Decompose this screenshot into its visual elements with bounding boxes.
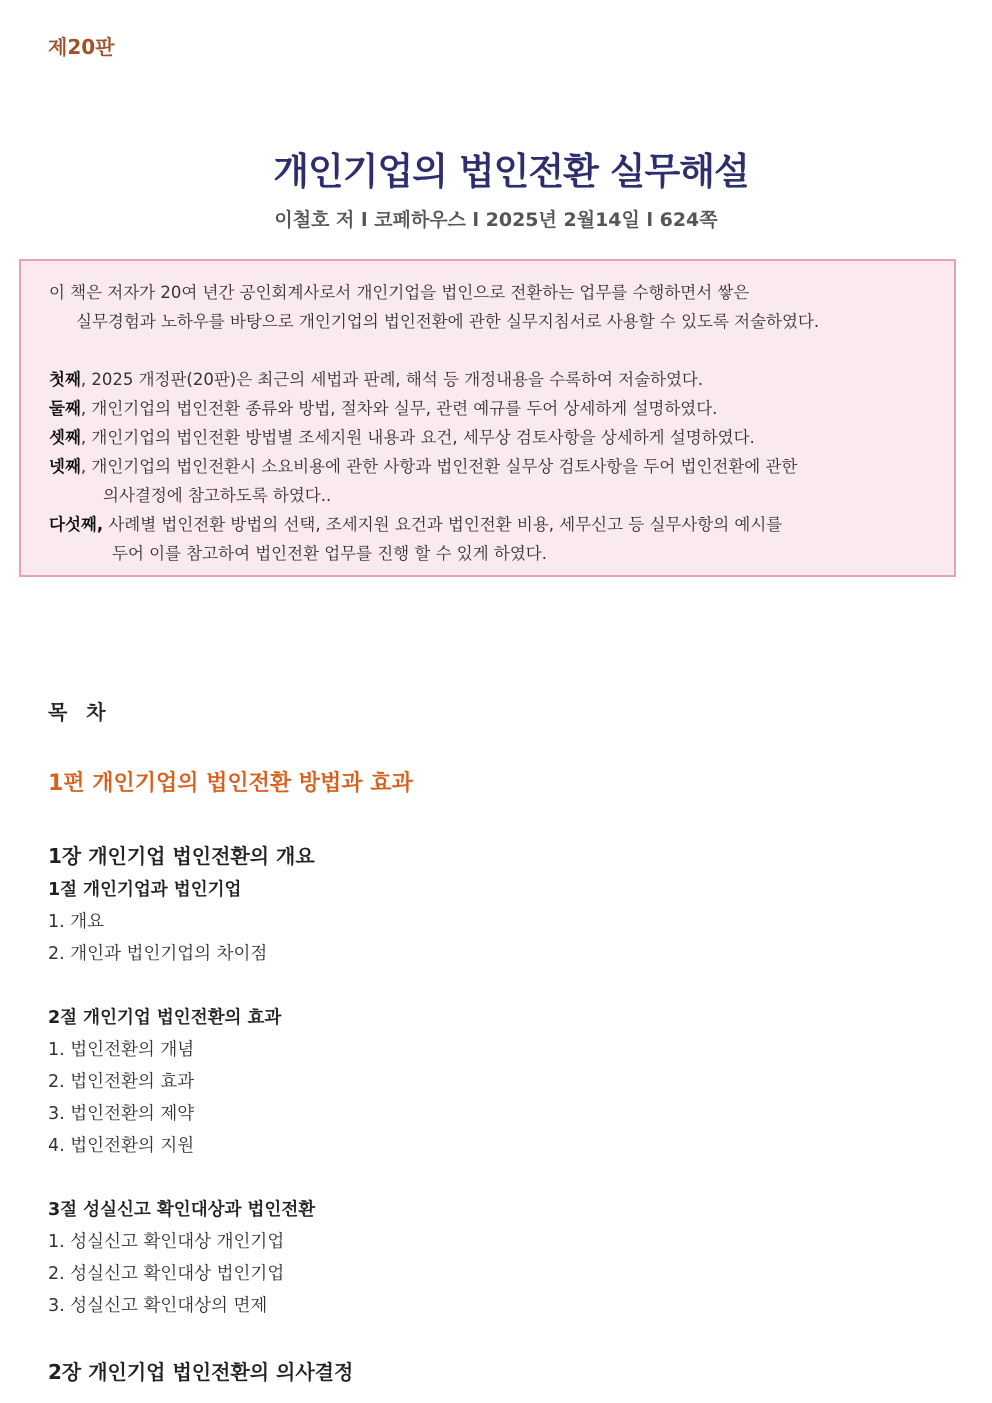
point-5: 다섯째, 사례별 법인전환 방법의 선택, 조세지원 요건과 법인전환 비용, 세무신고 등 실무사항의 예시를 [49,515,783,534]
intro-line: 실무경험과 노하우를 바탕으로 개인기업의 법인전환에 관한 실무지침서로 사용할 수 있도록 저술하였다. [76,312,820,331]
point-label: 셋째 [49,428,81,447]
toc-item: 2. 성실신고 확인대상 법인기업 [48,1264,285,1284]
toc-item: 3. 법인전환의 제약 [48,1104,195,1124]
point-4: 넷째, 개인기업의 법인전환시 소요비용에 관한 사항과 법인전환 실무상 검토사항을 두어 법인전환에 관한 [49,457,798,476]
book-title: 개인기업의 법인전환 실무해설 [273,150,749,193]
toc-item: 2. 개인과 법인기업의 차이점 [48,944,268,964]
toc-section: 1절 개인기업과 법인기업 [48,880,242,900]
point-2: 둘째, 개인기업의 법인전환 종류와 방법, 절차와 실무, 관련 예규를 두어 상세하게 설명하였다. [49,399,718,418]
toc-title: 목 차 [48,700,112,724]
point-5-cont: 두어 이를 참고하여 법인전환 업무를 진행 할 수 있게 하였다. [112,544,547,563]
toc-item: 1. 개요 [48,912,105,932]
intro-line: 이 책은 저자가 20여 년간 공인회계사로서 개인기업을 법인으로 전환하는 업무를 수행하면서 쌓은 [49,283,750,302]
toc-chapter: 2장 개인기업 법인전환의 의사결정 [48,1360,354,1384]
point-label: 다섯째, [49,515,104,534]
toc-item: 1. 법인전환의 개념 [48,1040,195,1060]
point-label: 첫째 [49,370,81,389]
point-4-cont: 의사결정에 참고하도록 하였다.. [103,486,332,505]
book-meta: 이철호 저 l 코페하우스 l 2025년 2월14일 l 624쪽 [274,209,718,231]
point-1: 첫째, 2025 개정판(20판)은 최근의 세법과 판례, 해석 등 개정내용을 수록하여 저술하였다. [49,370,704,389]
toc-section: 3절 성실신고 확인대상과 법인전환 [48,1200,316,1220]
point-3: 셋째, 개인기업의 법인전환 방법별 조세지원 내용과 요건, 세무상 검토사항을 상세하게 설명하였다. [49,428,755,447]
point-label: 둘째 [49,399,81,418]
toc-item: 1. 성실신고 확인대상 개인기업 [48,1232,285,1252]
toc-item: 3. 성실신고 확인대상의 면제 [48,1296,268,1316]
point-label: 넷째 [49,457,81,476]
table-of-contents [48,690,948,1384]
edition-label: 제20판 [48,35,115,59]
toc-part: 1편 개인기업의 법인전환 방법과 효과 [48,771,413,796]
toc-item: 2. 법인전환의 효과 [48,1072,195,1092]
intro-box [19,259,956,577]
toc-chapter: 1장 개인기업 법인전환의 개요 [48,844,315,868]
toc-section: 2절 개인기업 법인전환의 효과 [48,1008,282,1028]
toc-item: 4. 법인전환의 지원 [48,1136,195,1156]
